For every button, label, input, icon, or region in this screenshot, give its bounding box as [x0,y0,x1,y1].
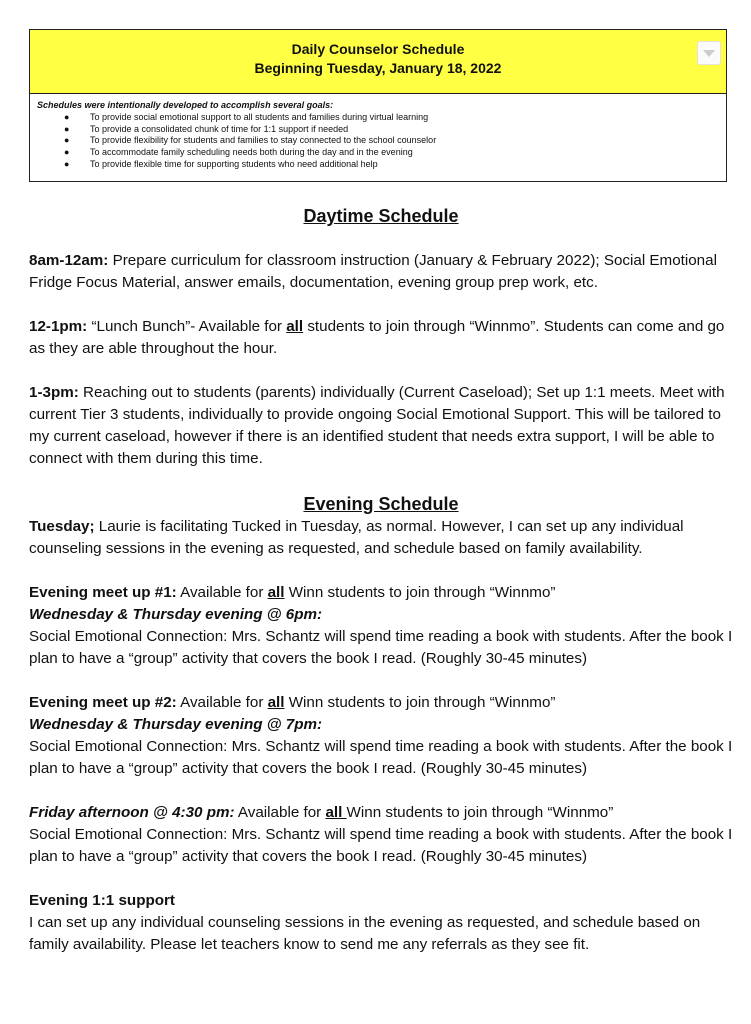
schedule-header-table [29,29,727,182]
evening-heading: Evening Schedule [303,494,459,514]
daytime-block-morning: 8am-12am: Prepare curriculum for classroom instruction (January & February 2022); Social Emotional Fridge Focus Material, answer emails, documentation, evening group prep work, etc. [29,252,717,291]
daytime-block-afternoon: 1-3pm: Reaching out to students (parents) individually (Current Caseload); Set up 1:1 meets. Meet with current Tier 3 students, individually to provide ongoing Social Emotional Support. This will be tailored to my current caseload, however if there is an identified student that needs extra support, I will be able to connect with them during this time. [29,384,725,467]
title-cell [30,30,726,94]
evening-meetup-1-desc: Social Emotional Connection: Mrs. Schantz will spend time reading a book with students. After the book I plan to have a “group” activity that covers the book I read. (Roughly 30-45 minutes) [29,628,733,667]
dropdown-button[interactable] [697,41,721,65]
goals-list [37,112,726,171]
bullet-icon: ● [64,123,70,134]
daytime-heading: Daytime Schedule [303,206,459,226]
list-item: ● To accommodate family scheduling needs both during the day and in the evening [64,147,413,158]
list-item: ● To provide flexible time for supporting students who need additional help [64,158,378,169]
document-subtitle: Beginning Tuesday, January 18, 2022 [254,60,502,76]
evening-one-on-one-text: I can set up any individual counseling sessions in the evening as requested, and schedule based on family availability. Please let teachers know to send me any referrals as they see fit. [29,914,701,953]
evening-meetup-2-desc: Social Emotional Connection: Mrs. Schantz will spend time reading a book with students. After the book I plan to have a “group” activity that covers the book I read. (Roughly 30-45 minutes) [29,738,733,777]
evening-block-tuesday: Tuesday; Laurie is facilitating Tucked in Tuesday, as normal. However, I can set up any individual counseling sessions in the evening as requested, and schedule based on family availability. [29,518,684,557]
document-body [29,204,733,956]
daytime-block-lunch: 12-1pm: “Lunch Bunch”- Available for all students to join through “Winnmo”. Students can come and go as they are able throughout the hour. [29,318,725,357]
list-item: ● To provide social emotional support to all students and families during virtual learning [64,111,429,122]
evening-meetup-2: Evening meet up #2: Available for all Winn students to join through “Winnmo” [29,694,556,711]
list-item: ● To provide a consolidated chunk of time for 1:1 support if needed [64,123,349,134]
friday-afternoon: Friday afternoon @ 4:30 pm: Available for all Winn students to join through “Winnmo” [29,804,614,821]
bullet-icon: ● [64,147,70,158]
bullet-icon: ● [64,111,70,122]
evening-meetup-1: Evening meet up #1: Available for all Winn students to join through “Winnmo” [29,584,556,601]
goals-title: Schedules were intentionally developed to accomplish several goals: [37,100,334,110]
evening-one-on-one-label: Evening 1:1 support [29,892,175,909]
friday-afternoon-desc: Social Emotional Connection: Mrs. Schantz will spend time reading a book with students. After the book I plan to have a “group” activity that covers the book I read. (Roughly 30-45 minutes) [29,826,733,865]
chevron-down-icon [703,50,715,57]
document-title: Daily Counselor Schedule [291,41,465,57]
list-item: ● To provide flexibility for students and families to stay connected to the school counselor [64,135,437,146]
evening-meetup-1-time: Wednesday & Thursday evening @ 6pm: [29,606,323,623]
bullet-icon: ● [64,135,70,146]
evening-meetup-2-time: Wednesday & Thursday evening @ 7pm: [29,716,323,733]
goals-cell [30,94,726,171]
bullet-icon: ● [64,158,70,169]
